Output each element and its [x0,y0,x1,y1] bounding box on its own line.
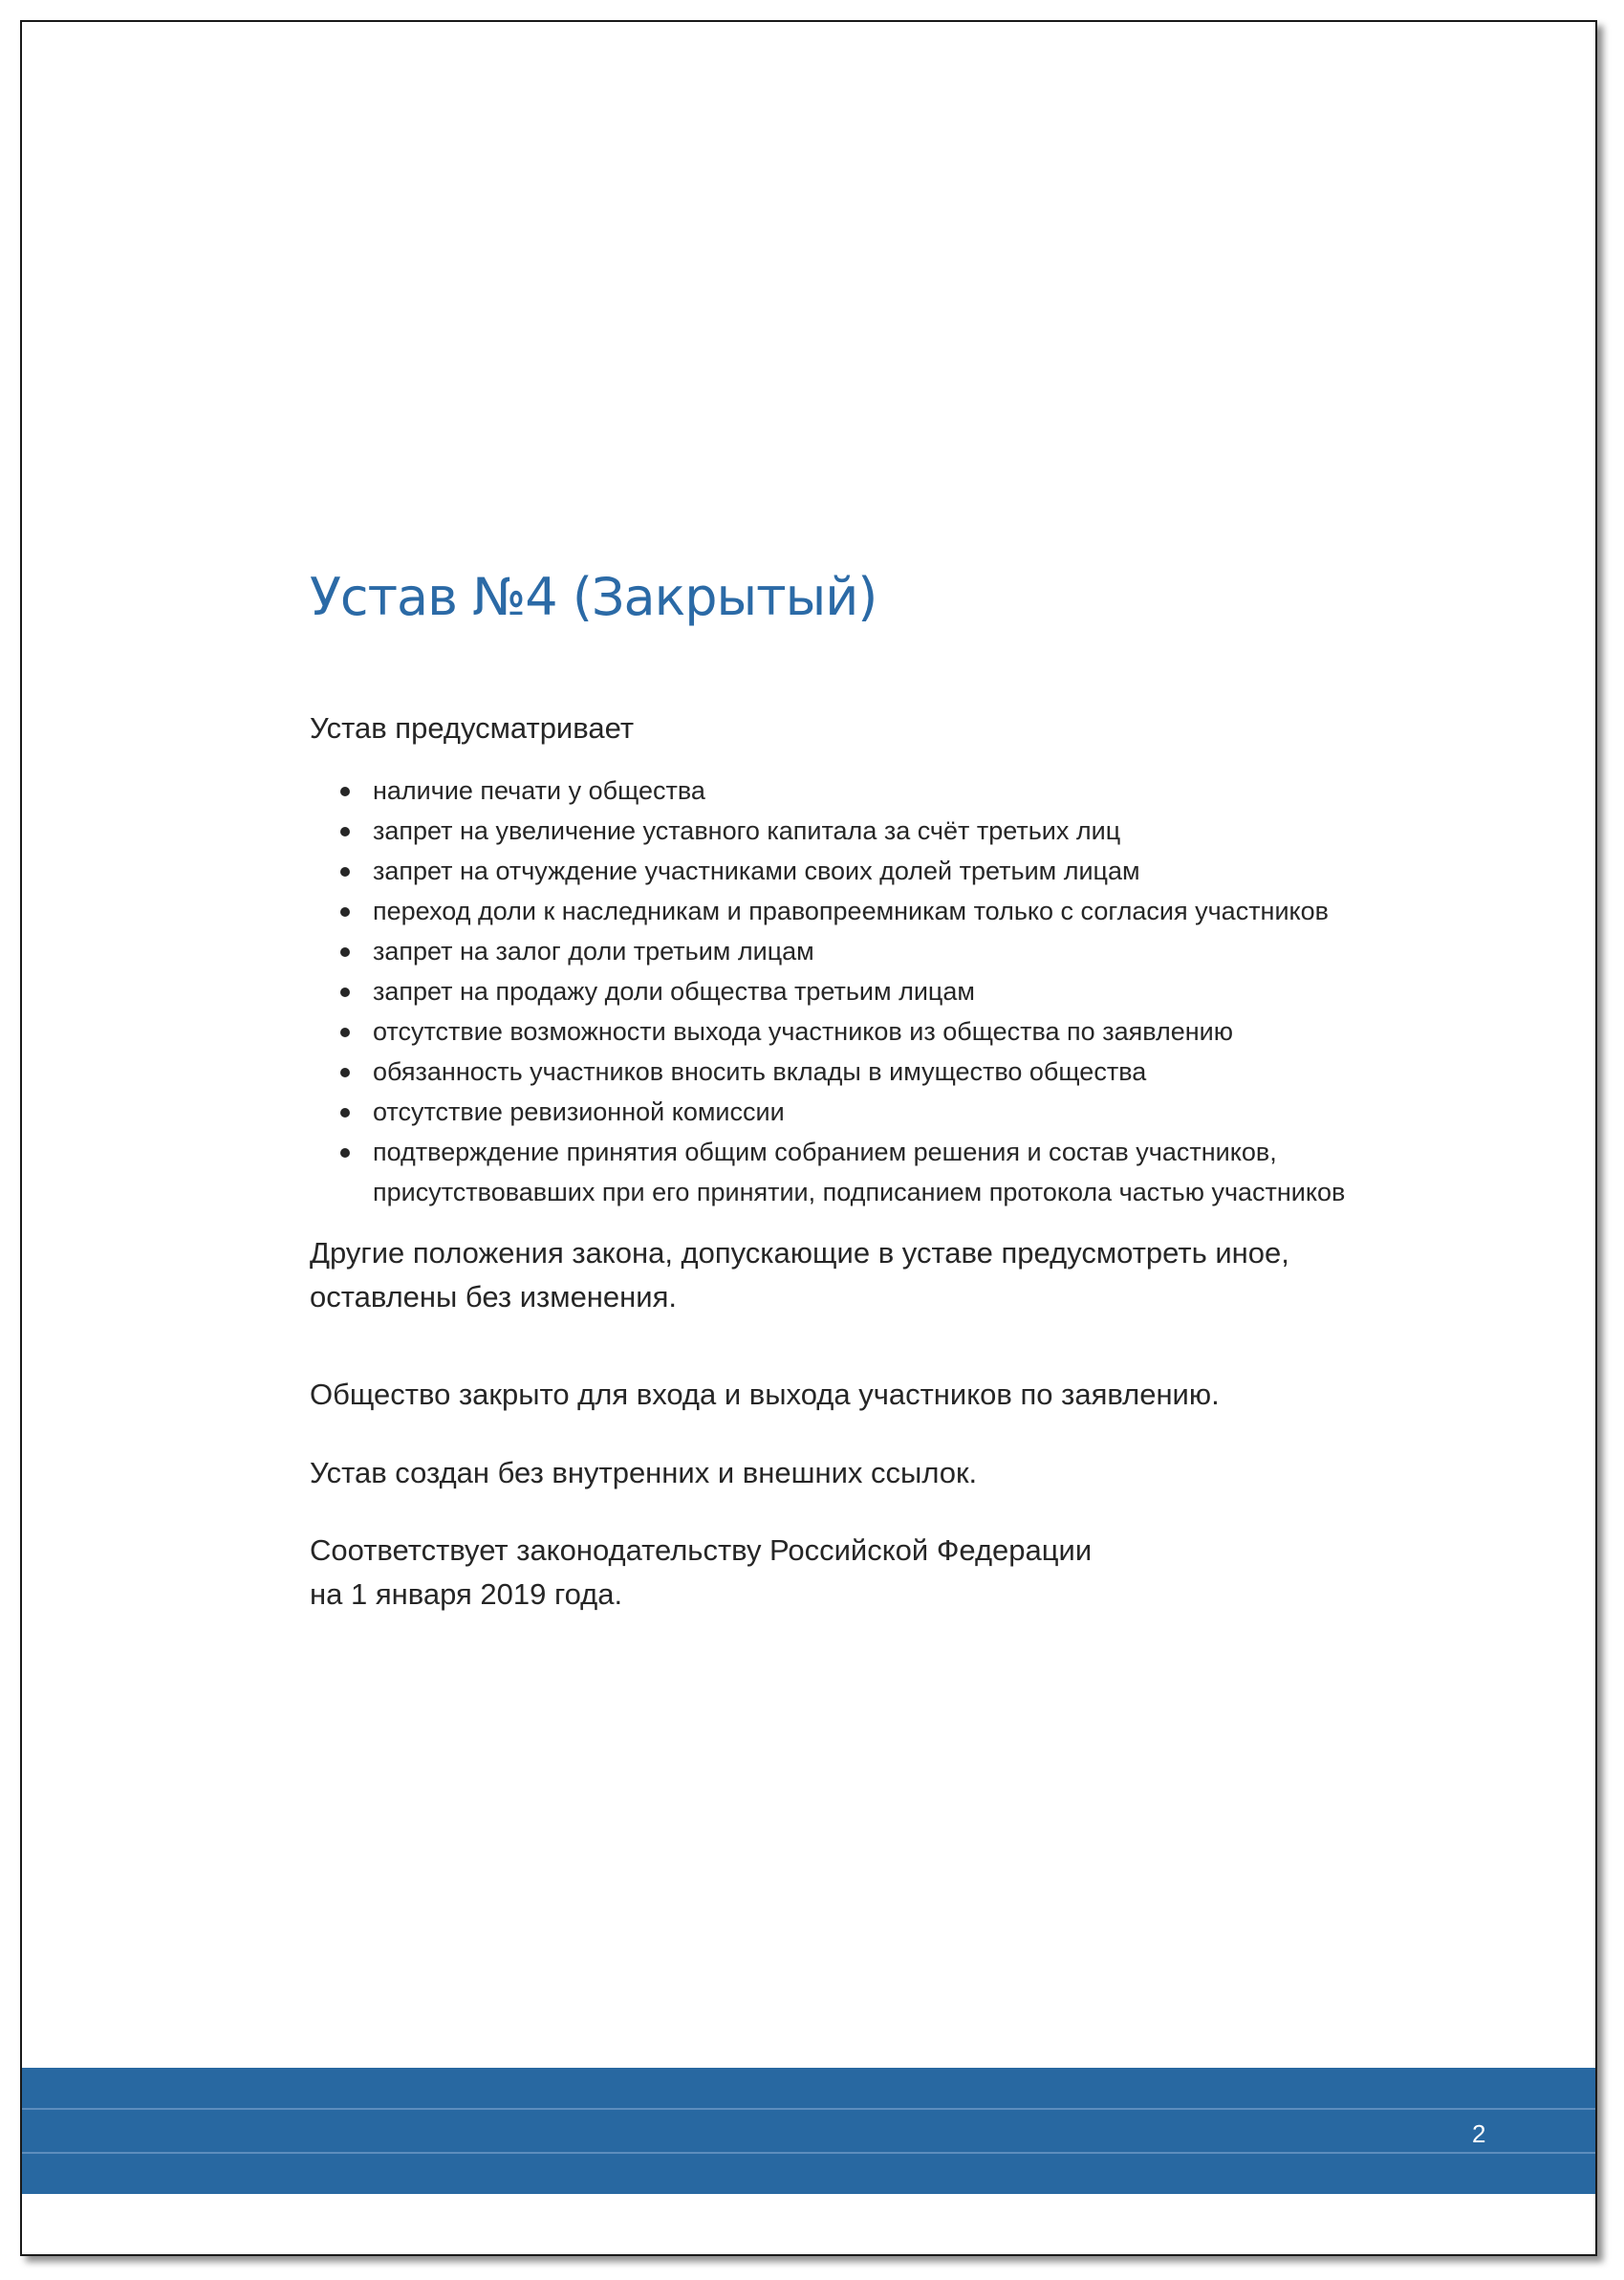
list-item: переход доли к наследникам и правопреемникам только с согласия участников [310,891,1345,931]
list-item-multiline [310,1132,1345,1212]
list-item: запрет на отчуждение участниками своих долей третьим лицам [310,851,1345,891]
document-title: Устав №4 (Закрытый) [310,567,877,627]
footer-stripe [22,2108,1595,2110]
page-number: 2 [1472,2119,1486,2148]
list-item-line: подтверждение принятия общим собранием решения и состав участников, [373,1138,1277,1166]
provisions-list [310,771,1345,1212]
list-item-line: присутствовавших при его принятии, подписанием протокола частью участников [373,1178,1346,1206]
paragraph-line: Соответствует законодательству Российской Федерации [310,1533,1093,1567]
paragraph-line: на 1 января 2019 года. [310,1577,623,1611]
list-item: обязанность участников вносить вклады в имущество общества [310,1052,1345,1092]
list-item: наличие печати у общества [310,771,1345,811]
list-item: запрет на увеличение уставного капитала за счёт третьих лиц [310,811,1345,851]
footer-stripe [22,2152,1595,2154]
paragraph-line: оставлены без изменения. [310,1280,678,1314]
paragraph-line: Другие положения закона, допускающие в уставе предусмотреть иное, [310,1236,1289,1270]
list-item: отсутствие ревизионной комиссии [310,1092,1345,1132]
document-page [20,20,1597,2256]
intro-text: Устав предусматривает [310,711,635,745]
closed-company-paragraph: Общество закрыто для входа и выхода участников по заявлению. [310,1378,1220,1411]
links-paragraph: Устав создан без внутренних и внешних ссылок. [310,1456,978,1489]
list-item: отсутствие возможности выхода участников из общества по заявлению [310,1011,1345,1052]
list-item: запрет на залог доли третьим лицам [310,931,1345,971]
list-item: запрет на продажу доли общества третьим лицам [310,971,1345,1011]
footer-band [22,2068,1595,2194]
compliance-paragraph [310,1529,1092,1617]
other-provisions-paragraph [310,1231,1289,1319]
